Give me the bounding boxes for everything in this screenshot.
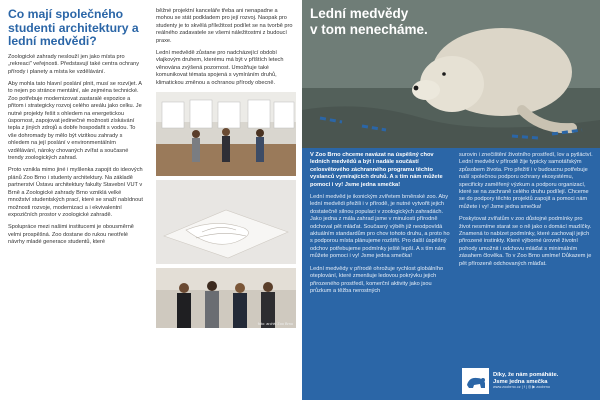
polar-bear-hero: [302, 0, 600, 148]
hero-title: [310, 6, 428, 37]
paragraph-students: běžné projektní kanceláře třeba ani nenapadne a mohou se stát podkladem pro její rozvoj. Naopak pro studenty je to skvělá příležitost podílet se na tvorbě pro reálného zadavatele se všemi náležitostmi z budoucí praxe.: [156, 8, 293, 44]
paragraph-partnership: Proto vznikla mimo jiné i myšlenka zapojit do ideových plánů Zoo Brno i studenty architektury. Na základě partnerství Ústavu architektury fakulty Stavební VUT v Brně a Zoologické zahrady Brno vzniklá velké množství studentských prací, které se snaží nabídnout možnosti rozvoje, modernizaci a i ekvivalentní expozičních prostor v zoologické zahradě.: [8, 167, 143, 218]
photo-exhibition: [156, 92, 296, 176]
hero-title-line2: v tom nenecháme.: [310, 21, 428, 37]
column-right-blue: [302, 0, 600, 400]
people-photo-image: [156, 268, 296, 328]
architecture-model-image: [156, 180, 296, 264]
paragraph-flagship: Lední medvědě zůstane pro nadcházející období vlajkovým druhem, kterému má být v příštích letech věnována zvýšená pozornost. Umožňuje také komunikovat témata spojená s vymíráním druhů, klimatickou změnou a ochranou přírody obecně.: [156, 50, 284, 86]
paragraph-cooperation: Spolupráce mezi našimi institucemi je obousměrně velmi prospěšná. Zoo dostane do rukou neotřelé návrhy mladé generace studentů, které: [8, 224, 134, 246]
photo-credit: foto: archiv Zoo Brno: [257, 322, 293, 327]
campaign-stamp: [462, 366, 598, 396]
hero-title-line1: Lední medvědy: [310, 6, 409, 21]
paragraph-intro: Zoologické zahrady neslouží jen jako místa pro „rekreaci" veřejnosti. Představují také centra ochrany přírody i planety a místa ke vzdělávání.: [8, 53, 140, 75]
paragraph-iconic-animal: Lední medvěd je ikonickým zvířetem brněnské zoo. Aby lední medvědi přežili i v přírodě, je nutné vytvořit jejich dostatečně silnou populaci v zoologických zahradách. Jako jedna z mála zahrad jsme v minulosti přírodně odchoval pět mláďat. Současný výběh již neodpovídá aktuálním standardům pro chov tohoto druhu, a proto ho s podporou místa plánujeme rozšířit. Pro další úspěšný odchov potřebujeme podmínky ještě lepší. A s tím nám můžete pomoci i vy! Jsme jedna smečka!: [310, 194, 450, 260]
stamp-pack: Jsme jedna smečka: [493, 378, 548, 385]
article-title: Co mají společného studenti architektury a lední medvědi?: [8, 7, 139, 49]
photo-people: [156, 268, 296, 328]
paragraph-mission: Aby mohla tato hlavní poslání plnit, musí se rozvíjet. A to nejen po stránce mentální, ale zejména technické. Zoo potřebuje modernizovat zastaralé expozice a přitom i strategicky rozvoj celého areálu jako celku. Je nutné projekty řešit s ohledem na energetickou úspornost, zapojovat jedinečné možnosti získávání tepla z jiných zdrojů a dobře hospodařit s vodou. To vše dohromady by mělo být vizitkou zahrady s ohledem na její poslání v environmentálním vzdělávání, nároky chovaných zvířat a současné trendy zoologických zahrad.: [8, 81, 142, 162]
stamp-thanks: Díky, že nám pomáháte.: [493, 371, 559, 378]
column-left: [0, 0, 150, 400]
column-middle: [150, 0, 302, 400]
photo-model: [156, 180, 296, 264]
stamp-text: [493, 372, 558, 391]
stamp-web: www.zoobrno.cz | f | ◎ ▶ zoobrno: [493, 385, 550, 390]
column-right-left-text: [310, 152, 452, 300]
column-right-right-text: [459, 152, 595, 273]
exhibition-photo-image: [156, 92, 296, 176]
bear-silhouette-icon: [465, 371, 487, 391]
paragraph-threats: Lední medvědy v přírodě ohrožuje rychlost globálního oteplování, které zmenšuje ledovou pokrývku jejich přirozeného prostředí, komerční aktivity jako jsou průzkum a těžba nerostných: [310, 265, 444, 294]
paragraph-support: surovin i znečištění životního prostředí, lov a pytláctví. Lední medvěd v přírodě žije typicky samotářským způsobem života. Pro přežití i v budoucnu potřebuje naší společnou podporu ochrany ekosystému, specificky zaměřený výzkum a podporu organizací, které se na zachraně celého druhu podílejí. Chceme se do podpory těchto projektů zapojit a pomoci nám můžete i vy! Jsme jedna smečka!: [459, 152, 593, 210]
paragraph-welfare: Poskytovat zvířatům v zoo důstojné podmínky pro život nesmíme starat se o ně jako o domácí mazlíčky. Znamená to nabízet podmínky, které zachovají jejich přirozené instinkty. Které výborné úrovně životní pohody umožnit i odchovu mláďat s minimálním zásahem člověka. To v Zoo Brno umíme! Důkazem je pět přírozeně odchovaných mláďat.: [459, 216, 592, 267]
polar-bear-logo-icon: [462, 368, 489, 394]
lead-paragraph: V Zoo Brno chceme navázat na úspěšný chov ledních medvědů a být i nadále součástí celosvětového záchranného programu těchto vyslanců vymírajících druhů. A s tím nám můžete pomoci i vy! Jsme jedna smečka!: [310, 152, 443, 188]
